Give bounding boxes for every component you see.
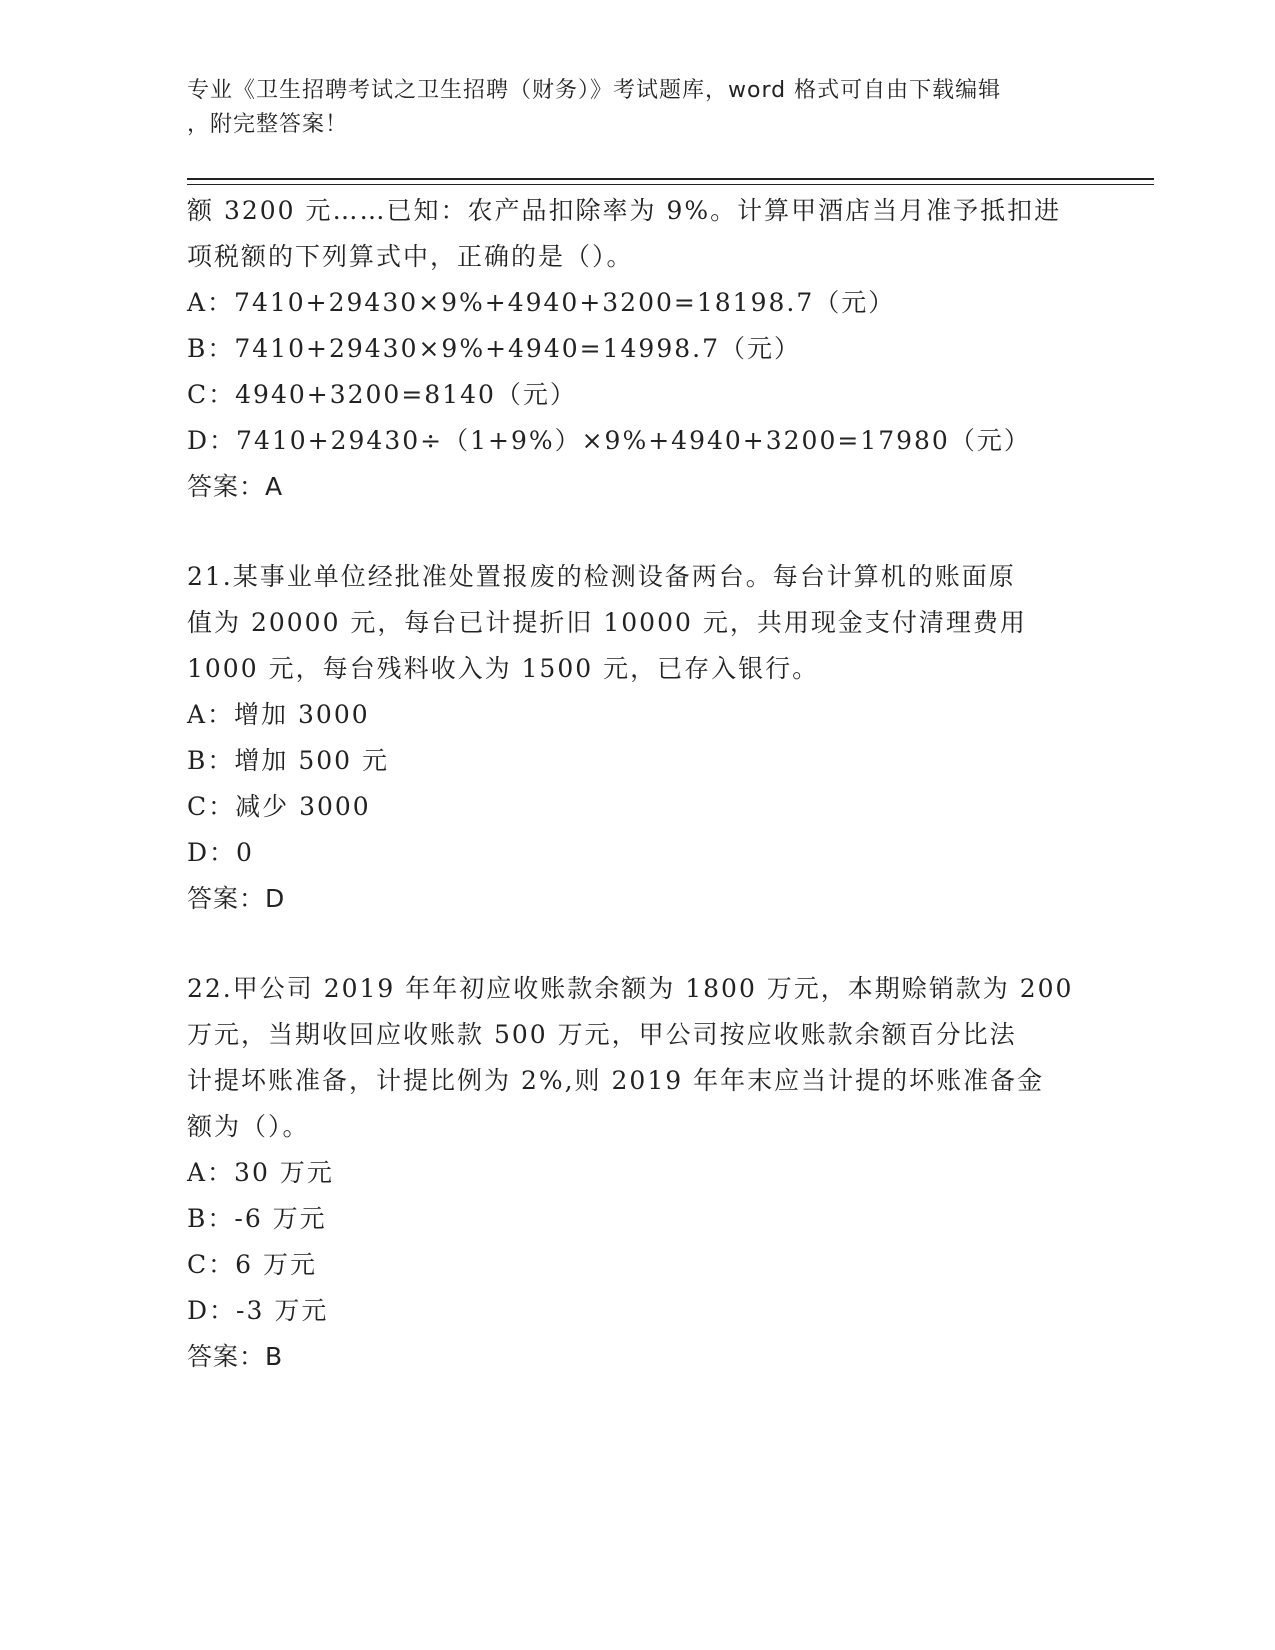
question-22 [187,966,1087,1380]
header-divider-thick [187,178,1154,180]
header-line-1: 专业《卫生招聘考试之卫生招聘（财务）》考试题库，word 格式可自由下载编辑 [187,78,1002,103]
option-a: A：增加 3000 [187,700,370,729]
header-line-2: ，附完整答案！ [187,112,349,137]
option-a: A：7410+29430×9%+4940+3200=18198.7（元） [187,288,896,317]
question-stem-line: 计提坏账准备，计提比例为 2%,则 2019 年年末应当计提的坏账准备金 [187,1066,1045,1095]
question-stem-line: 21.某事业单位经批准处置报废的检测设备两台。每台计算机的账面原 [187,562,1016,591]
option-c: C：4940+3200=8140（元） [187,380,577,409]
header-divider-thin [187,184,1154,185]
document-header [187,74,1087,142]
option-c: C：6 万元 [187,1250,317,1279]
question-stem-line: 额为（）。 [187,1112,310,1141]
document-body [187,188,1087,1380]
option-d: D：-3 万元 [187,1296,329,1325]
question-stem-line: 22.甲公司 2019 年年初应收账款余额为 1800 万元，本期赊销款为 200 [187,974,1074,1003]
question-stem-line: 值为 20000 元，每台已计提折旧 10000 元，共用现金支付清理费用 [187,608,1027,637]
option-b: B：增加 500 元 [187,746,389,775]
question-stem-line: 1000 元，每台残料收入为 1500 元，已存入银行。 [187,654,820,683]
option-c: C：减少 3000 [187,792,371,821]
option-d: D：7410+29430÷（1+9%）×9%+4940+3200=17980（元） [187,426,1031,455]
answer-line: 答案：D [187,884,286,913]
question-stem-line: 项税额的下列算式中，正确的是（）。 [187,242,634,271]
option-b: B：-6 万元 [187,1204,327,1233]
option-d: D：0 [187,838,254,867]
question-21 [187,554,1087,922]
question-stem-line: 额 3200 元……已知：农产品扣除率为 9%。计算甲酒店当月准予抵扣进 [187,196,1062,225]
option-b: B：7410+29430×9%+4940=14998.7（元） [187,334,801,363]
question-spacer [187,922,1087,966]
answer-line: 答案：B [187,1342,284,1371]
question-20 [187,188,1087,510]
answer-line: 答案：A [187,472,284,501]
question-spacer [187,510,1087,554]
question-stem-line: 万元，当期收回应收账款 500 万元，甲公司按应收账款余额百分比法 [187,1020,1017,1049]
option-a: A：30 万元 [187,1158,334,1187]
